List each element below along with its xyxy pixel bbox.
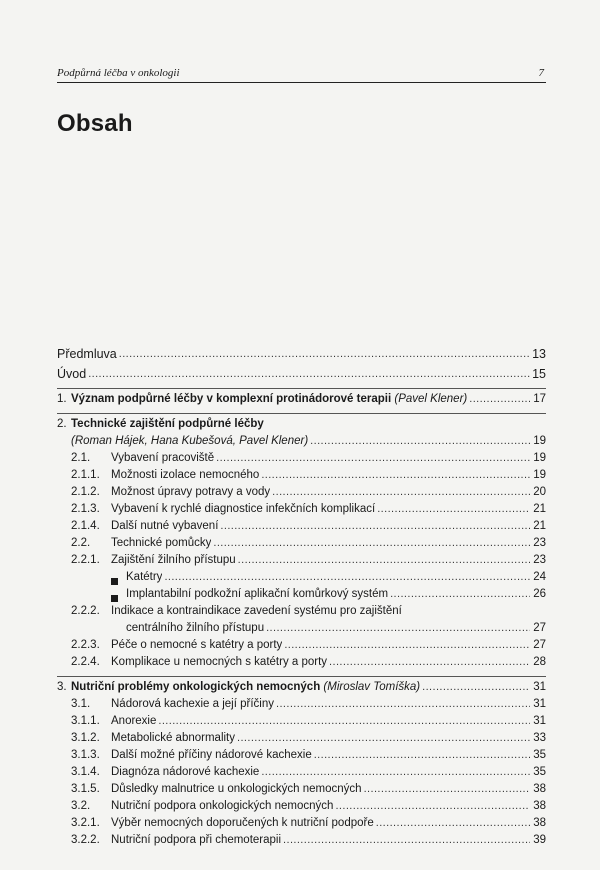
section-number: 3.1.5.: [71, 783, 100, 795]
chapter-authors: (Pavel Klener): [394, 393, 468, 405]
section-title: Diagnóza nádorové kachexie: [111, 766, 260, 778]
toc-entry: [57, 832, 546, 849]
toc-page-number: 19: [533, 452, 546, 464]
toc-leader-dots: [272, 484, 530, 501]
running-header-page-number: 7: [538, 67, 544, 79]
toc-page-number: 21: [533, 503, 546, 515]
toc-entry: [57, 467, 546, 484]
chapter-number: 3.: [57, 681, 67, 693]
section-number: 3.2.: [71, 800, 91, 812]
chapter-authors: (Roman Hájek, Hana Kubešová, Pavel Klener): [71, 435, 309, 447]
toc-leader-dots: [469, 391, 530, 408]
square-bullet-icon: [111, 578, 118, 585]
bullet-title: Katétry: [126, 571, 163, 583]
section-number: 2.1.1.: [71, 469, 100, 481]
section-title: Indikace a kontraindikace zavedení systému pro zajištění: [111, 605, 402, 617]
toc-page-number: 33: [533, 732, 546, 744]
section-title: Nádorová kachexie a její příčiny: [111, 698, 274, 710]
toc-page-number: 35: [533, 749, 546, 761]
chapter-number: 2.: [57, 418, 67, 430]
section-number: 2.2.3.: [71, 639, 100, 651]
section-title: Technické pomůcky: [111, 537, 212, 549]
toc-leader-dots: [266, 620, 530, 637]
toc-page-number: 35: [533, 766, 546, 778]
square-bullet-icon: [111, 595, 118, 602]
section-number: 3.1.1.: [71, 715, 100, 727]
toc-page-number: 15: [532, 367, 546, 381]
chapter-title: Význam podpůrné léčby v komplexní protinádorové terapii: [71, 393, 392, 405]
toc-leader-dots: [220, 518, 530, 535]
section-number: 3.2.1.: [71, 817, 100, 829]
running-header-title: Podpůrná léčba v onkologii: [57, 67, 180, 79]
toc-page-number: 19: [533, 469, 546, 481]
section-title: Další nutné vybavení: [111, 520, 219, 532]
toc-leader-dots: [335, 798, 530, 815]
section-title: Vybavení pracoviště: [111, 452, 215, 464]
toc-leader-dots: [364, 781, 530, 798]
toc-chapter-2-authors: [57, 433, 546, 450]
section-title: Důsledky malnutrice u onkologických nemocných: [111, 783, 362, 795]
section-number: 3.1.: [71, 698, 91, 710]
toc-leader-dots: [390, 586, 530, 603]
toc-bullet-entry: [57, 586, 546, 603]
toc-entry: [57, 484, 546, 501]
toc-entry: [57, 535, 546, 552]
toc-entry: [57, 552, 546, 569]
toc-entry-continued: [57, 620, 546, 637]
toc-entry-text: Předmluva: [57, 347, 117, 361]
toc-leader-dots: [376, 815, 530, 832]
toc-bullet-entry: [57, 569, 546, 586]
chapter-title: Technické zajištění podpůrné léčby: [71, 418, 264, 430]
section-title: Možnosti izolace nemocného: [111, 469, 260, 481]
section-divider: [57, 388, 546, 389]
toc-page-number: 19: [533, 435, 546, 447]
section-title: Komplikace u nemocných s katétry a porty: [111, 656, 328, 668]
toc-page-number: 38: [533, 800, 546, 812]
section-title: Péče o nemocné s katétry a porty: [111, 639, 283, 651]
section-number: 2.1.3.: [71, 503, 100, 515]
toc-leader-dots: [284, 637, 530, 654]
toc-leader-dots: [238, 552, 530, 569]
toc-page-number: 21: [533, 520, 546, 532]
section-number: 3.2.2.: [71, 834, 100, 846]
toc-leader-dots: [216, 450, 530, 467]
toc-entry: [57, 637, 546, 654]
toc-page-number: 27: [533, 622, 546, 634]
section-title: Zajištění žilního přístupu: [111, 554, 236, 566]
toc-page-number: 20: [533, 486, 546, 498]
toc-page-number: 38: [533, 783, 546, 795]
section-title: Vybavení k rychlé diagnostice infekčních komplikací: [111, 503, 376, 515]
toc-page-number: 17: [533, 393, 546, 405]
toc-page-number: 31: [533, 698, 546, 710]
section-number: 2.1.4.: [71, 520, 100, 532]
toc-leader-dots: [261, 764, 530, 781]
toc-leader-dots: [158, 713, 530, 730]
toc-page-number: 13: [532, 347, 546, 361]
chapter-authors: (Miroslav Tomíška): [323, 681, 421, 693]
section-title: Anorexie: [111, 715, 157, 727]
section-number: 2.2.: [71, 537, 91, 549]
chapter-title-line: [71, 391, 467, 408]
toc-leader-dots: [310, 433, 530, 450]
section-number: 2.1.2.: [71, 486, 100, 498]
toc-entry-text: Úvod: [57, 367, 87, 381]
toc-entry: [57, 747, 546, 764]
toc-entry: [57, 603, 546, 620]
toc-entry: [57, 815, 546, 832]
section-divider: [57, 413, 546, 414]
section-number: 3.1.4.: [71, 766, 100, 778]
toc-page-number: 39: [533, 834, 546, 846]
toc-entry: [57, 654, 546, 671]
toc-page-number: 23: [533, 554, 546, 566]
toc-entry: [57, 798, 546, 815]
toc-page-number: 23: [533, 537, 546, 549]
toc-leader-dots: [88, 366, 530, 383]
running-header: [57, 66, 546, 83]
section-title: Metabolické abnormality: [111, 732, 236, 744]
toc-entry: [57, 764, 546, 781]
table-of-contents: [57, 345, 546, 849]
section-title: Nutriční podpora onkologických nemocných: [111, 800, 334, 812]
chapter-title: Nutriční problémy onkologických nemocných: [71, 681, 321, 693]
toc-entry: [57, 781, 546, 798]
toc-page-number: 27: [533, 639, 546, 651]
toc-page-number: 31: [533, 715, 546, 727]
section-divider: [57, 676, 546, 677]
toc-leader-dots: [283, 832, 530, 849]
toc-chapter-3: [57, 679, 546, 696]
toc-page-number: 31: [533, 681, 546, 693]
toc-entry: [57, 730, 546, 747]
toc-entry: [57, 450, 546, 467]
toc-leader-dots: [164, 569, 530, 586]
toc-leader-dots: [213, 535, 530, 552]
toc-leader-dots: [422, 679, 530, 696]
section-title-continued: centrálního žilního přístupu: [126, 622, 265, 634]
toc-leader-dots: [329, 654, 530, 671]
toc-chapter-2: [57, 416, 546, 433]
section-number: 3.1.3.: [71, 749, 100, 761]
toc-leader-dots: [314, 747, 530, 764]
toc-entry: [57, 696, 546, 713]
toc-entry: [57, 713, 546, 730]
toc-leader-dots: [237, 730, 530, 747]
section-number: 2.1.: [71, 452, 91, 464]
toc-chapter-1: [57, 391, 546, 408]
toc-entry: [57, 518, 546, 535]
section-title: Výběr nemocných doporučených k nutriční podpoře: [111, 817, 374, 829]
section-number: 3.1.2.: [71, 732, 100, 744]
toc-entry-uvod: [57, 365, 546, 383]
section-number: 2.2.1.: [71, 554, 100, 566]
toc-entry: [57, 501, 546, 518]
bullet-title: Implantabilní podkožní aplikační komůrkový systém: [126, 588, 389, 600]
section-title: Nutriční podpora při chemoterapii: [111, 834, 282, 846]
section-title: Další možné příčiny nádorové kachexie: [111, 749, 312, 761]
toc-leader-dots: [276, 696, 530, 713]
toc-leader-dots: [119, 346, 530, 363]
page-heading: Obsah: [57, 110, 133, 137]
chapter-number: 1.: [57, 393, 67, 405]
section-number: 2.2.2.: [71, 605, 100, 617]
toc-page-number: 38: [533, 817, 546, 829]
section-number: 2.2.4.: [71, 656, 100, 668]
chapter-title-line: [71, 679, 420, 696]
toc-leader-dots: [377, 501, 530, 518]
toc-page-number: 26: [533, 588, 546, 600]
section-title: Možnost úpravy potravy a vody: [111, 486, 271, 498]
toc-entry-predmluva: [57, 345, 546, 363]
toc-leader-dots: [261, 467, 530, 484]
toc-page-number: 28: [533, 656, 546, 668]
toc-page-number: 24: [533, 571, 546, 583]
